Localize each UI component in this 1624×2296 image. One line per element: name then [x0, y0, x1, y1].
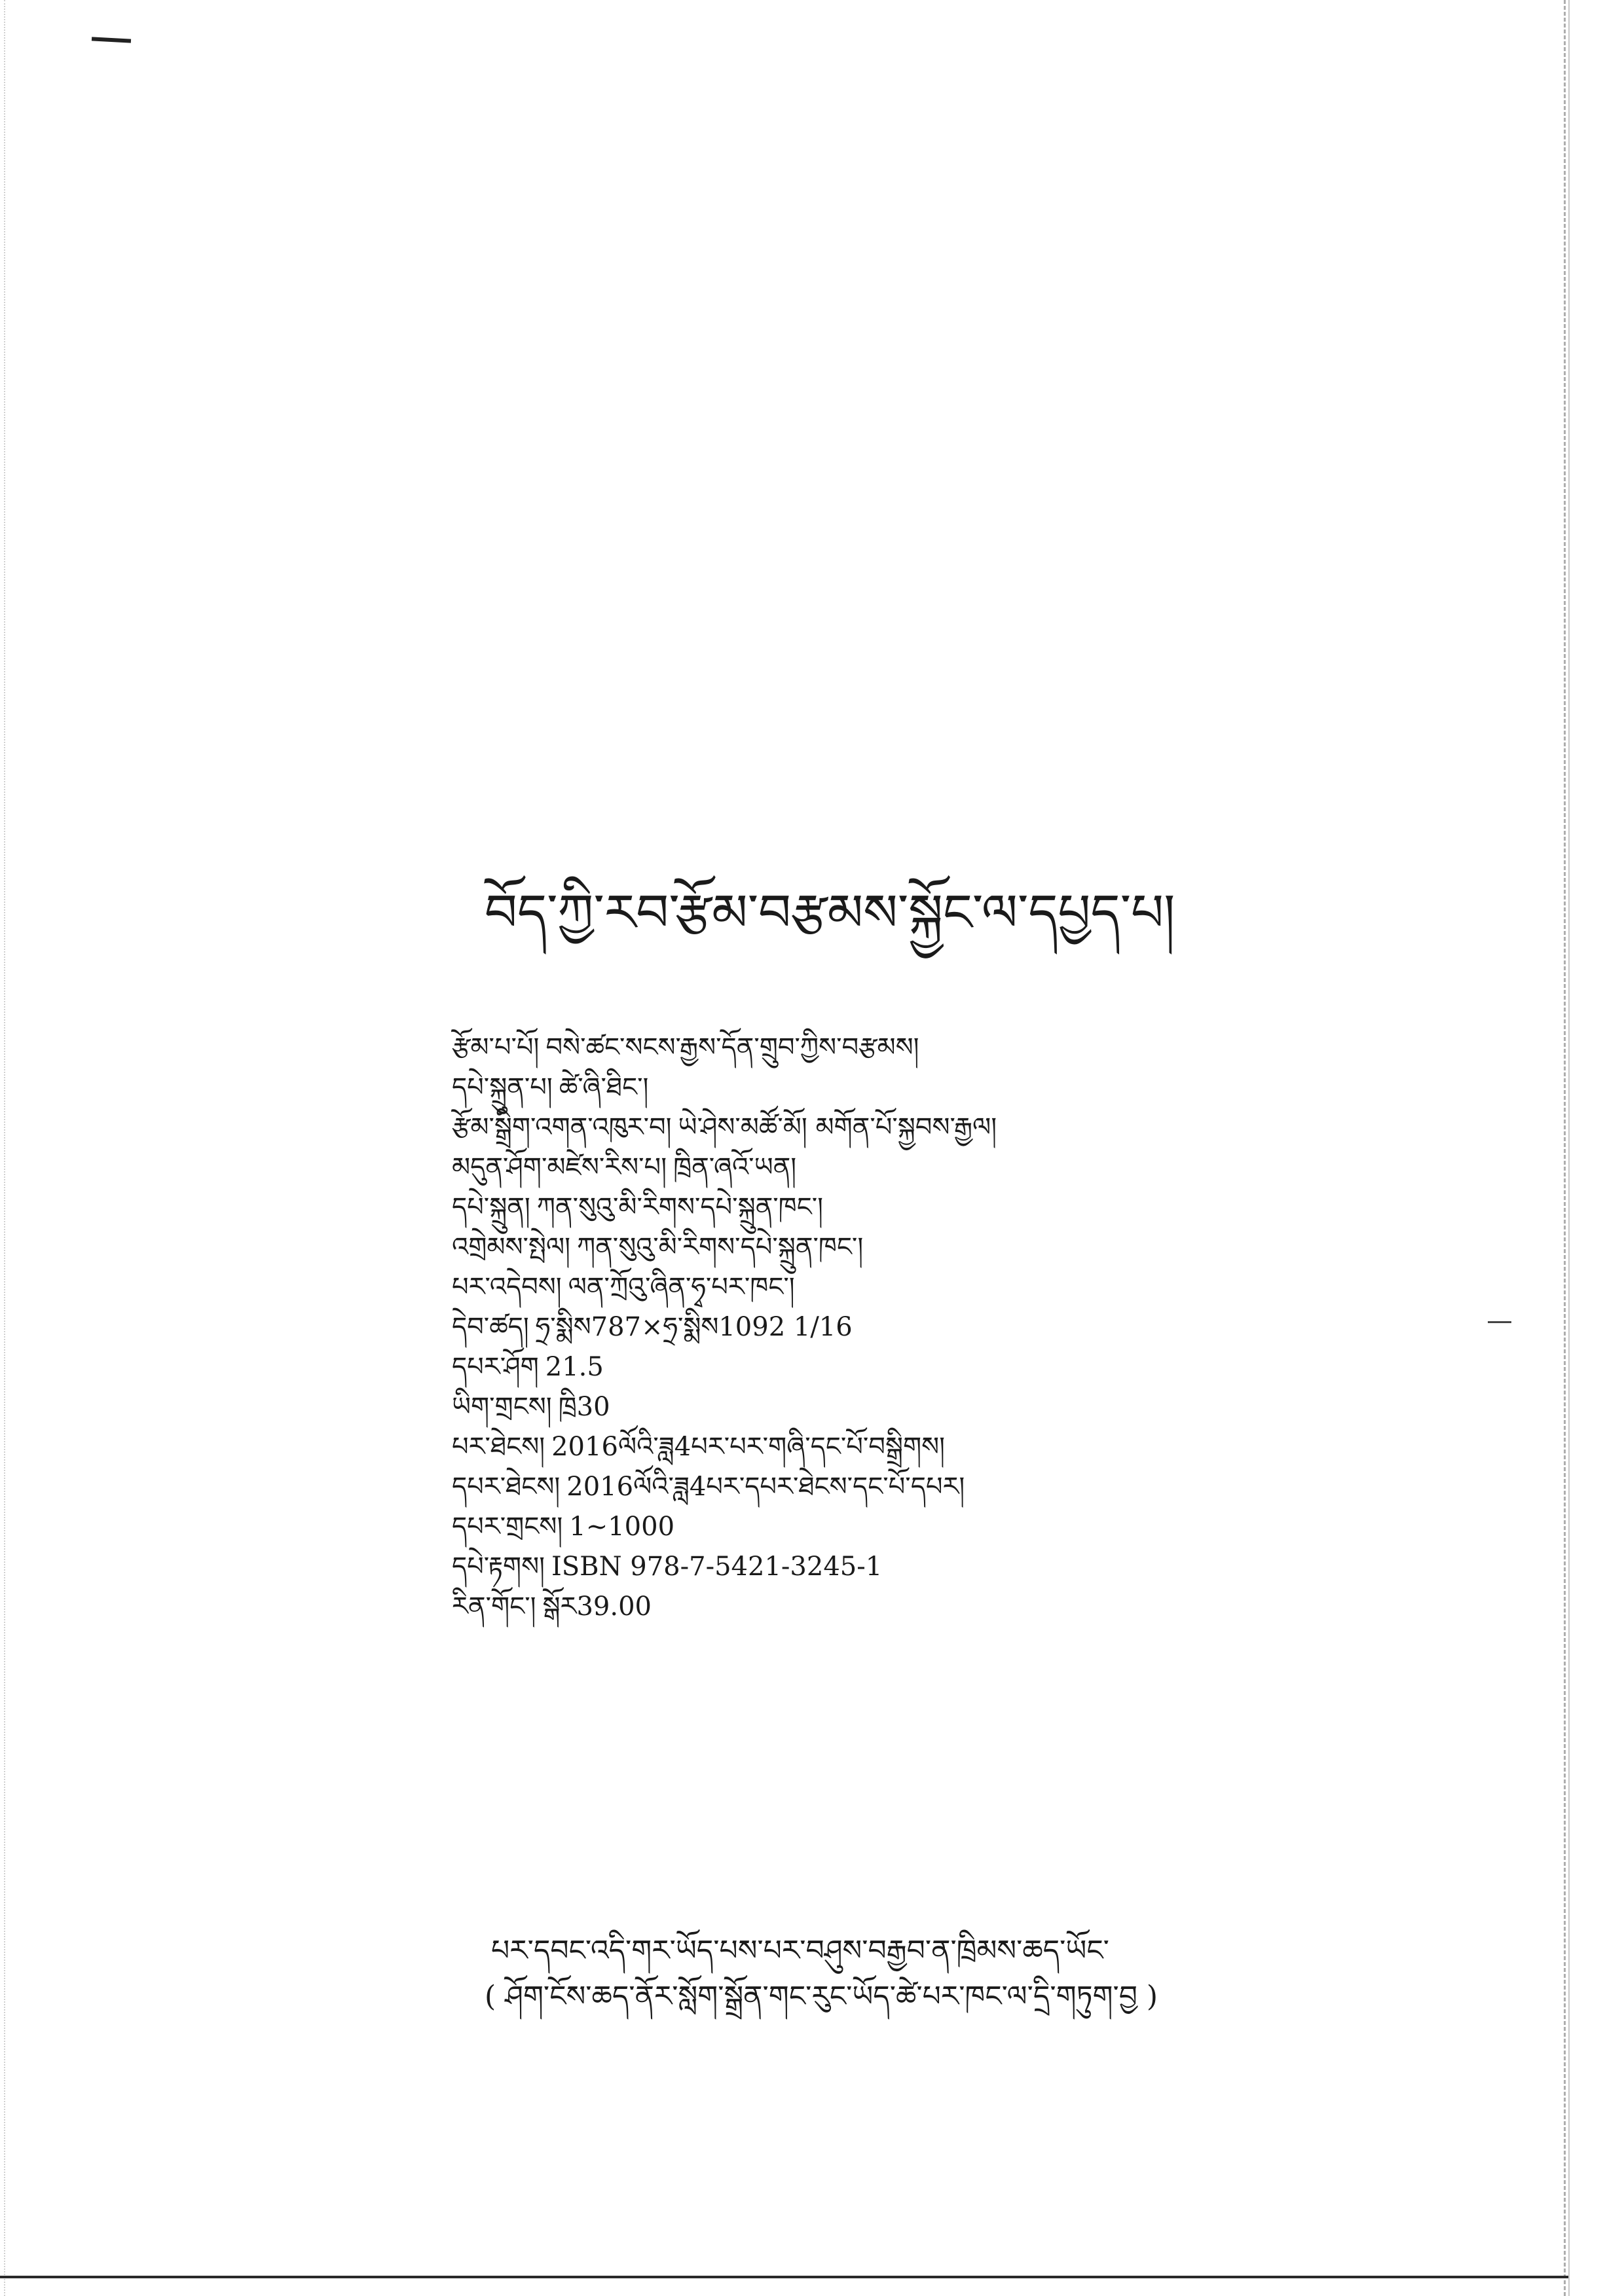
- page-edge-right: [1564, 0, 1566, 2296]
- colophon-row-word-count: [452, 1387, 1369, 1427]
- colophon-row-distributor: [452, 1228, 1369, 1267]
- page-edge-bottom: [0, 2276, 1568, 2278]
- colophon-label: པར་ཐེངས།: [452, 1432, 545, 1462]
- colophon-label: དཔར་ཤོག: [452, 1352, 539, 1382]
- colophon-value: ཁྲིན་ཞའོ་ཡན།: [673, 1152, 797, 1182]
- colophon-value: ཀན་སུའུ་མི་རིགས་དཔེ་སྐྲུན་ཁང་།: [536, 1192, 824, 1222]
- colophon-value: 2016ལོའི་ཟླ4པར་དཔར་ཐེངས་དང་པོ་དཔར།: [566, 1472, 965, 1502]
- defect-return-note: ( ཤོག་ངོས་ཆད་ནོར་སློག་སྒྲོན་གང་རུང་ཡོད་ཚེ་པར་ཁང་ལ་དྲི་གཏུག་བྱ ): [485, 1980, 1158, 2013]
- colophon-value: ཡེ་ཤེས་མཚོ་མོ། མགོན་པོ་སྐྱབས་རྒྱལ།: [678, 1112, 997, 1142]
- scan-mark: [1488, 1321, 1511, 1323]
- colophon-row-editor: [452, 1108, 1369, 1148]
- colophon-row-format: [452, 1307, 1369, 1347]
- colophon-label: དཔེ་སྐྲུན།: [452, 1192, 530, 1222]
- colophon-row-isbn: [452, 1547, 1369, 1587]
- colophon-row-sheets: [452, 1347, 1369, 1387]
- colophon-value: བསེ་ཚང་སངས་རྒྱས་དོན་གྲུབ་ཀྱིས་བརྩམས།: [545, 1032, 919, 1063]
- page-edge-right: [1568, 0, 1570, 2296]
- copyright-notice: [485, 1928, 1270, 2020]
- colophon-label: འགྲེམས་སྤེལ།: [452, 1232, 570, 1262]
- colophon-value: ཁྲི30: [558, 1392, 610, 1422]
- colophon-row-publisher: [452, 1188, 1369, 1228]
- colophon-label: རིན་གོང་།: [452, 1592, 536, 1622]
- colophon: [452, 1028, 1369, 1627]
- colophon-value: སྒོར39.00: [542, 1592, 652, 1622]
- colophon-value: 2016ལོའི་ཟླ4པར་པར་གཞི་དང་པོ་བསྒྲིགས།: [551, 1432, 945, 1462]
- colophon-value: ISBN 978-7-5421-3245-1: [551, 1552, 883, 1582]
- colophon-label: དཔར་ཐེངས།: [452, 1472, 561, 1502]
- colophon-row-impression: [452, 1467, 1369, 1507]
- copyright-line: པར་དབང་འདི་གར་ཡོད་པས་པར་བཤུས་བརྒྱབ་ན་ཁྲིམས་ཆད་ཡོང་: [491, 1934, 1109, 1967]
- colophon-row-print-run: [452, 1507, 1369, 1547]
- colophon-label: དཔེ་སྐྲུན་པ།: [452, 1072, 553, 1102]
- colophon-value: ལན་ཀྲོའུ་ཞིན་ཧྭ་པར་ཁང་།: [568, 1272, 795, 1302]
- colophon-value: 1~1000: [569, 1512, 675, 1542]
- colophon-label: མདུན་ཤོག་མཛེས་རིས་པ།: [452, 1152, 667, 1182]
- colophon-row-printer: [452, 1267, 1369, 1307]
- book-title: བོད་ཀྱི་རབ་རྩོམ་བརྩམས་སྐྱོང་ལ་དཔྱད་པ།: [485, 884, 1175, 943]
- colophon-label: དཔེ་རྟགས།: [452, 1552, 545, 1582]
- colophon-label: རྩོམ་སྒྲིག་འགན་འཁུར་བ།: [452, 1112, 672, 1142]
- colophon-value: 21.5: [545, 1352, 604, 1382]
- colophon-value: ཚེ་ཞི་ཐིང་།: [559, 1072, 649, 1102]
- colophon-row-author: [452, 1028, 1369, 1068]
- colophon-row-cover-designer: [452, 1148, 1369, 1188]
- colophon-label: དེབ་ཚད།: [452, 1312, 529, 1342]
- colophon-row-edition: [452, 1427, 1369, 1467]
- colophon-label: རྩོམ་པ་པོ།: [452, 1032, 540, 1063]
- colophon-label: དཔར་གྲངས།: [452, 1512, 563, 1542]
- colophon-row-publisher-person: [452, 1068, 1369, 1108]
- colophon-label: ཡིག་གྲངས།: [452, 1392, 552, 1422]
- scan-edge-left: [4, 0, 5, 2296]
- colophon-value: ཧྲ་སྨིས787×ཧྲ་སྨིས1092 1/16: [535, 1312, 853, 1342]
- colophon-row-price: [452, 1587, 1369, 1627]
- colophon-label: པར་འདེབས།: [452, 1272, 562, 1302]
- colophon-value: ཀན་སུའུ་མི་རིགས་དཔེ་སྐྲུན་ཁང་།: [576, 1232, 864, 1262]
- scan-mark: [92, 37, 131, 43]
